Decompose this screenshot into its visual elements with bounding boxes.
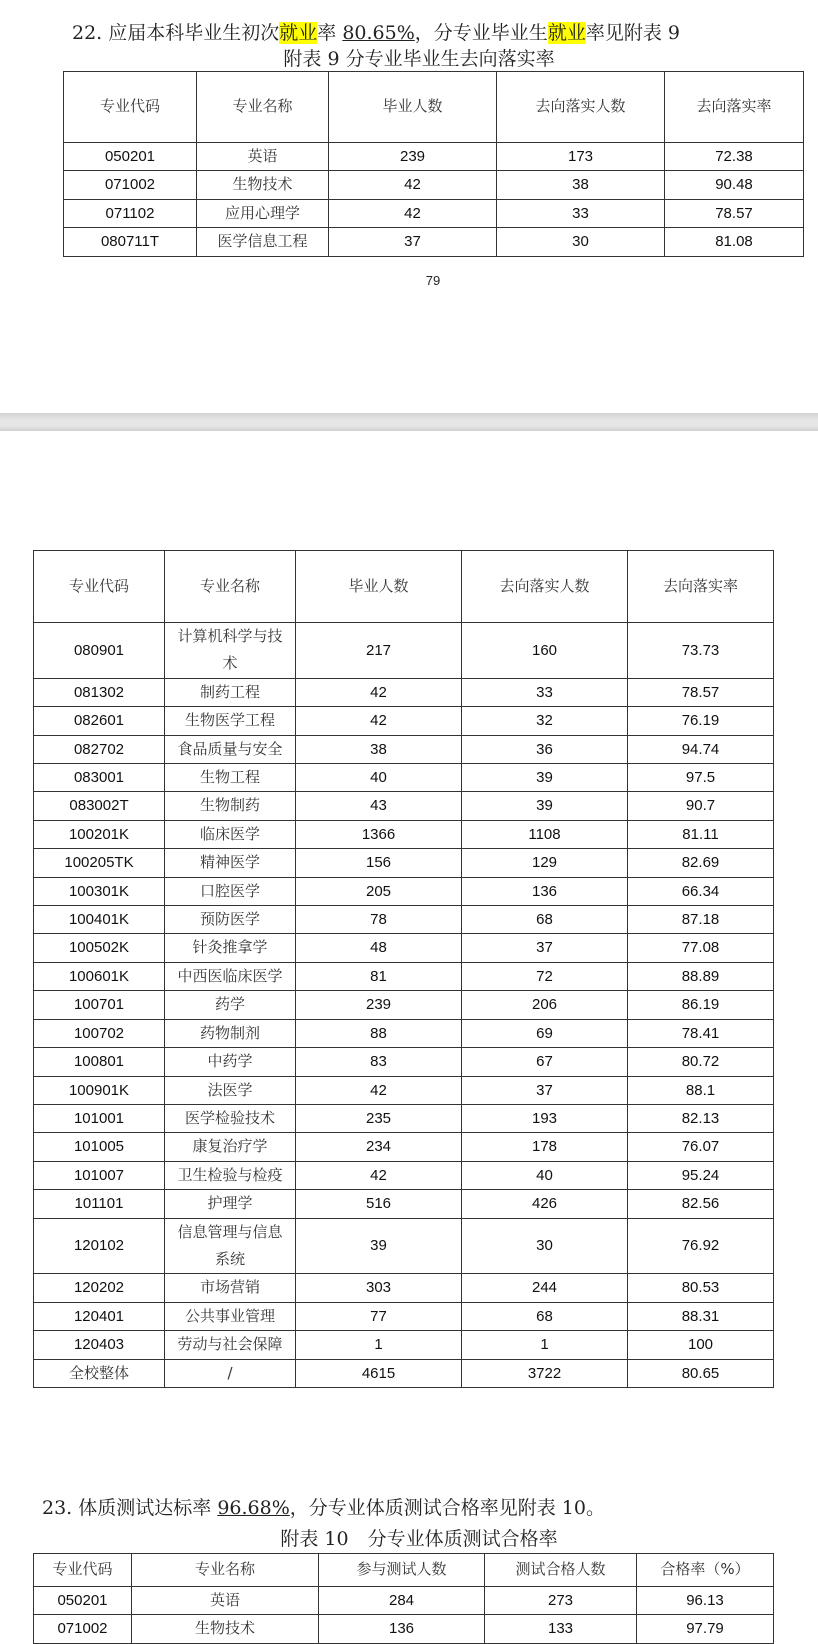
cell-col-3: 88 xyxy=(296,1019,462,1047)
cell-col-3: 40 xyxy=(296,764,462,792)
table-row xyxy=(34,1587,774,1615)
column-header-col-4: 去向落实人数 xyxy=(497,72,665,143)
table-10 xyxy=(33,1553,774,1644)
cell-col-4: 33 xyxy=(462,678,628,706)
cell-col-3: 217 xyxy=(296,623,462,679)
cell-major-name: 法医学 xyxy=(165,1076,296,1104)
cell-col-4: 1108 xyxy=(462,820,628,848)
cell-col-5: 95.24 xyxy=(628,1161,774,1189)
text: 应届本科毕业生初次 xyxy=(108,22,280,44)
table-row xyxy=(34,792,774,820)
cell-major-code: 082702 xyxy=(34,735,165,763)
table-9-part1 xyxy=(63,71,804,257)
cell-col-5: 100 xyxy=(628,1331,774,1359)
text: 率 xyxy=(317,22,343,44)
cell-col-3: 83 xyxy=(296,1048,462,1076)
header-row xyxy=(34,551,774,623)
cell-col-3: 42 xyxy=(329,171,497,199)
cell-col-3: 239 xyxy=(296,991,462,1019)
table-row xyxy=(34,1359,774,1387)
cell-col-3: 4615 xyxy=(296,1359,462,1387)
cell-col-3: 81 xyxy=(296,962,462,990)
cell-major-name: 药学 xyxy=(165,991,296,1019)
page-separator xyxy=(0,413,818,431)
cell-col-4: 39 xyxy=(462,764,628,792)
cell-major-code: 071102 xyxy=(64,199,197,227)
text: ，分专业毕业生 xyxy=(414,22,548,44)
cell-major-code: 100801 xyxy=(34,1048,165,1076)
cell-major-name: 劳动与社会保障 xyxy=(165,1331,296,1359)
table-row xyxy=(34,991,774,1019)
cell-col-4: 39 xyxy=(462,792,628,820)
cell-col-3: 48 xyxy=(296,934,462,962)
cell-col-5: 82.13 xyxy=(628,1104,774,1132)
cell-col-3: 42 xyxy=(296,1161,462,1189)
cell-major-code: 080901 xyxy=(34,623,165,679)
cell-major-code: 081302 xyxy=(34,678,165,706)
cell-major-code: 100502K xyxy=(34,934,165,962)
cell-col-3: 516 xyxy=(296,1190,462,1218)
cell-col-4: 69 xyxy=(462,1019,628,1047)
cell-col-3: 42 xyxy=(296,1076,462,1104)
cell-col-4: 136 xyxy=(462,877,628,905)
cell-col-4: 133 xyxy=(485,1615,637,1643)
cell-col-4: 68 xyxy=(462,1302,628,1330)
cell-col-4: 30 xyxy=(462,1218,628,1274)
table-row xyxy=(34,877,774,905)
cell-major-name: 生物工程 xyxy=(165,764,296,792)
table-row xyxy=(34,678,774,706)
cell-major-code: 120403 xyxy=(34,1331,165,1359)
search-highlight: 就业 xyxy=(547,22,586,44)
cell-major-code: 100702 xyxy=(34,1019,165,1047)
cell-major-code: 100701 xyxy=(34,991,165,1019)
cell-major-name: / xyxy=(165,1359,296,1387)
table-row xyxy=(34,1133,774,1161)
table-row xyxy=(34,820,774,848)
cell-major-name: 生物制药 xyxy=(165,792,296,820)
cell-col-3: 42 xyxy=(329,199,497,227)
cell-col-4: 33 xyxy=(497,199,665,227)
cell-major-code: 050201 xyxy=(34,1587,132,1615)
cell-col-4: 36 xyxy=(462,735,628,763)
cell-col-5: 76.07 xyxy=(628,1133,774,1161)
cell-major-code: 全校整体 xyxy=(34,1359,165,1387)
table-9-part2 xyxy=(33,550,774,1388)
cell-major-name: 药物制剂 xyxy=(165,1019,296,1047)
cell-col-3: 284 xyxy=(319,1587,485,1615)
cell-col-5: 82.69 xyxy=(628,849,774,877)
table-row xyxy=(34,1161,774,1189)
cell-col-3: 42 xyxy=(296,678,462,706)
cell-major-code: 120102 xyxy=(34,1218,165,1274)
cell-col-5: 97.5 xyxy=(628,764,774,792)
cell-major-name: 临床医学 xyxy=(165,820,296,848)
cell-major-code: 120202 xyxy=(34,1274,165,1302)
cell-major-name: 生物技术 xyxy=(197,171,329,199)
table-row xyxy=(64,199,804,227)
column-header-major-code: 专业代码 xyxy=(64,72,197,143)
cell-major-code: 120401 xyxy=(34,1302,165,1330)
search-highlight: 就业 xyxy=(279,22,318,44)
cell-col-3: 78 xyxy=(296,906,462,934)
table-row xyxy=(34,906,774,934)
column-header-col-3: 毕业人数 xyxy=(296,551,462,623)
cell-major-name: 中药学 xyxy=(165,1048,296,1076)
column-header-col-5: 去向落实率 xyxy=(665,72,804,143)
paragraph-23 xyxy=(42,1495,605,1521)
cell-col-4: 273 xyxy=(485,1587,637,1615)
cell-col-3: 234 xyxy=(296,1133,462,1161)
cell-col-3: 77 xyxy=(296,1302,462,1330)
cell-col-4: 68 xyxy=(462,906,628,934)
cell-major-code: 082601 xyxy=(34,707,165,735)
employment-rate: 80.65% xyxy=(342,22,415,44)
table-9-caption: 附表 9 分专业毕业生去向落实率 xyxy=(283,48,555,70)
cell-col-5: 94.74 xyxy=(628,735,774,763)
cell-major-name: 应用心理学 xyxy=(197,199,329,227)
cell-col-5: 77.08 xyxy=(628,934,774,962)
table-row xyxy=(34,1331,774,1359)
table-row xyxy=(34,1104,774,1132)
table-row xyxy=(64,228,804,256)
cell-major-code: 071002 xyxy=(34,1615,132,1643)
column-header-col-3: 毕业人数 xyxy=(329,72,497,143)
cell-major-code: 080711T xyxy=(64,228,197,256)
cell-col-4: 160 xyxy=(462,623,628,679)
cell-col-4: 178 xyxy=(462,1133,628,1161)
cell-major-code: 101007 xyxy=(34,1161,165,1189)
column-header-major-code: 专业代码 xyxy=(34,1554,132,1587)
cell-col-5: 88.89 xyxy=(628,962,774,990)
cell-col-4: 3722 xyxy=(462,1359,628,1387)
cell-col-5: 80.65 xyxy=(628,1359,774,1387)
cell-major-name: 英语 xyxy=(132,1587,319,1615)
cell-major-code: 071002 xyxy=(64,171,197,199)
cell-major-name: 医学检验技术 xyxy=(165,1104,296,1132)
cell-col-5: 88.1 xyxy=(628,1076,774,1104)
column-header-major-code: 专业代码 xyxy=(34,551,165,623)
cell-col-4: 67 xyxy=(462,1048,628,1076)
column-header-major-name: 专业名称 xyxy=(132,1554,319,1587)
cell-col-4: 193 xyxy=(462,1104,628,1132)
table-row xyxy=(34,735,774,763)
cell-major-name: 生物技术 xyxy=(132,1615,319,1643)
cell-col-5: 90.48 xyxy=(665,171,804,199)
cell-col-3: 1 xyxy=(296,1331,462,1359)
cell-major-name: 生物医学工程 xyxy=(165,707,296,735)
cell-col-5: 81.08 xyxy=(665,228,804,256)
cell-major-code: 100301K xyxy=(34,877,165,905)
table-row xyxy=(34,707,774,735)
text: 率见附表 9 xyxy=(585,22,680,44)
cell-col-4: 1 xyxy=(462,1331,628,1359)
cell-major-name: 康复治疗学 xyxy=(165,1133,296,1161)
table-row xyxy=(34,1615,774,1643)
cell-major-code: 100201K xyxy=(34,820,165,848)
cell-col-5: 86.19 xyxy=(628,991,774,1019)
table-row xyxy=(34,1048,774,1076)
cell-col-5: 80.72 xyxy=(628,1048,774,1076)
header-row xyxy=(34,1554,774,1587)
cell-col-5: 87.18 xyxy=(628,906,774,934)
cell-major-code: 100601K xyxy=(34,962,165,990)
cell-col-4: 206 xyxy=(462,991,628,1019)
cell-col-5: 76.92 xyxy=(628,1218,774,1274)
cell-col-4: 37 xyxy=(462,1076,628,1104)
cell-col-4: 173 xyxy=(497,143,665,171)
cell-major-code: 050201 xyxy=(64,143,197,171)
cell-major-name: 制药工程 xyxy=(165,678,296,706)
table-row xyxy=(34,849,774,877)
cell-major-name: 护理学 xyxy=(165,1190,296,1218)
cell-col-4: 30 xyxy=(497,228,665,256)
cell-major-code: 101005 xyxy=(34,1133,165,1161)
cell-col-5: 73.73 xyxy=(628,623,774,679)
cell-col-3: 42 xyxy=(296,707,462,735)
cell-col-5: 76.19 xyxy=(628,707,774,735)
column-header-col-4: 去向落实人数 xyxy=(462,551,628,623)
cell-col-5: 72.38 xyxy=(665,143,804,171)
cell-col-3: 303 xyxy=(296,1274,462,1302)
cell-major-name: 市场营销 xyxy=(165,1274,296,1302)
cell-major-code: 100401K xyxy=(34,906,165,934)
table-row xyxy=(34,1302,774,1330)
table-row xyxy=(64,143,804,171)
cell-major-code: 101001 xyxy=(34,1104,165,1132)
cell-col-4: 244 xyxy=(462,1274,628,1302)
table-10-caption: 附表 10 分专业体质测试合格率 xyxy=(280,1528,558,1550)
table-row xyxy=(34,1019,774,1047)
cell-col-4: 72 xyxy=(462,962,628,990)
cell-col-5: 78.57 xyxy=(665,199,804,227)
table-row xyxy=(64,171,804,199)
cell-col-4: 40 xyxy=(462,1161,628,1189)
page-number: 79 xyxy=(425,273,441,288)
cell-col-5: 82.56 xyxy=(628,1190,774,1218)
cell-major-name: 英语 xyxy=(197,143,329,171)
column-header-major-name: 专业名称 xyxy=(165,551,296,623)
item-number: 23. xyxy=(42,1497,73,1519)
cell-major-name: 针灸推拿学 xyxy=(165,934,296,962)
cell-col-3: 235 xyxy=(296,1104,462,1132)
cell-col-5: 81.11 xyxy=(628,820,774,848)
cell-major-code: 100205TK xyxy=(34,849,165,877)
column-header-col-4: 测试合格人数 xyxy=(485,1554,637,1587)
column-header-col-5: 去向落实率 xyxy=(628,551,774,623)
cell-col-5: 66.34 xyxy=(628,877,774,905)
cell-major-name: 食品质量与安全 xyxy=(165,735,296,763)
item-number: 22. xyxy=(72,22,103,44)
cell-major-name: 公共事业管理 xyxy=(165,1302,296,1330)
cell-col-4: 37 xyxy=(462,934,628,962)
cell-major-name: 医学信息工程 xyxy=(197,228,329,256)
cell-major-name: 预防医学 xyxy=(165,906,296,934)
cell-col-3: 38 xyxy=(296,735,462,763)
cell-major-name: 中西医临床医学 xyxy=(165,962,296,990)
cell-major-name: 计算机科学与技术 xyxy=(165,623,296,679)
cell-major-code: 101101 xyxy=(34,1190,165,1218)
cell-col-3: 239 xyxy=(329,143,497,171)
cell-col-5: 96.13 xyxy=(637,1587,774,1615)
table-row xyxy=(34,1274,774,1302)
cell-major-name: 精神医学 xyxy=(165,849,296,877)
cell-col-4: 129 xyxy=(462,849,628,877)
cell-col-5: 78.41 xyxy=(628,1019,774,1047)
cell-col-3: 136 xyxy=(319,1615,485,1643)
cell-col-3: 205 xyxy=(296,877,462,905)
cell-major-name: 信息管理与信息系统 xyxy=(165,1218,296,1274)
cell-col-5: 88.31 xyxy=(628,1302,774,1330)
table-row xyxy=(34,623,774,679)
cell-col-4: 32 xyxy=(462,707,628,735)
cell-col-3: 43 xyxy=(296,792,462,820)
table-row xyxy=(34,934,774,962)
fitness-rate: 96.68% xyxy=(217,1497,290,1519)
text: ，分专业体质测试合格率见附表 10。 xyxy=(289,1497,605,1519)
column-header-col-3: 参与测试人数 xyxy=(319,1554,485,1587)
cell-col-5: 97.79 xyxy=(637,1615,774,1643)
table-row xyxy=(34,962,774,990)
cell-col-3: 39 xyxy=(296,1218,462,1274)
column-header-major-name: 专业名称 xyxy=(197,72,329,143)
text: 体质测试达标率 xyxy=(78,1497,218,1519)
table-row xyxy=(34,1190,774,1218)
cell-col-5: 90.7 xyxy=(628,792,774,820)
table-row xyxy=(34,1076,774,1104)
cell-major-name: 口腔医学 xyxy=(165,877,296,905)
table-row xyxy=(34,764,774,792)
column-header-col-5: 合格率（%） xyxy=(637,1554,774,1587)
header-row xyxy=(64,72,804,143)
table-row xyxy=(34,1218,774,1274)
cell-major-code: 083002T xyxy=(34,792,165,820)
cell-col-3: 37 xyxy=(329,228,497,256)
cell-col-5: 78.57 xyxy=(628,678,774,706)
paragraph-22 xyxy=(72,20,680,46)
cell-major-code: 100901K xyxy=(34,1076,165,1104)
cell-col-4: 38 xyxy=(497,171,665,199)
cell-major-code: 083001 xyxy=(34,764,165,792)
cell-col-3: 156 xyxy=(296,849,462,877)
cell-col-5: 80.53 xyxy=(628,1274,774,1302)
cell-col-3: 1366 xyxy=(296,820,462,848)
cell-col-4: 426 xyxy=(462,1190,628,1218)
cell-major-name: 卫生检验与检疫 xyxy=(165,1161,296,1189)
